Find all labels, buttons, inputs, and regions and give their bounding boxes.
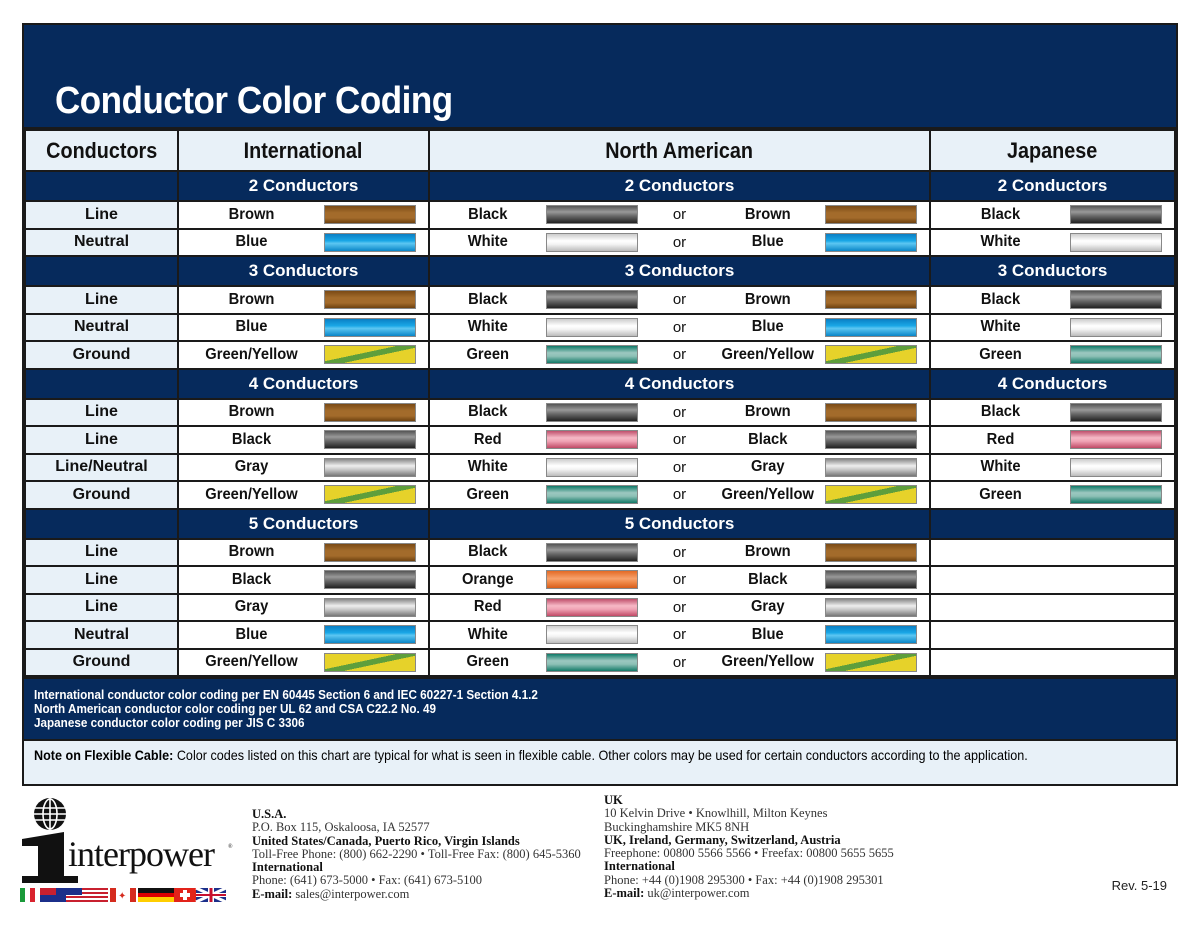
color-swatch bbox=[324, 403, 416, 422]
color-swatch bbox=[546, 205, 638, 224]
japanese-cell bbox=[930, 341, 1175, 369]
japanese-cell bbox=[930, 399, 1175, 427]
japanese-cell bbox=[930, 426, 1175, 454]
or-label: or bbox=[672, 543, 687, 561]
flexible-cable-note bbox=[24, 739, 1176, 784]
color-cell bbox=[931, 230, 1174, 256]
color-name: White bbox=[467, 233, 508, 251]
color-cell bbox=[430, 650, 929, 676]
color-cell bbox=[430, 540, 929, 566]
table-row bbox=[25, 341, 1175, 369]
color-swatch bbox=[324, 485, 416, 504]
color-name: Brown bbox=[228, 543, 275, 561]
color-swatch bbox=[324, 233, 416, 252]
color-name: Black bbox=[231, 570, 272, 588]
color-name: Blue bbox=[751, 318, 784, 336]
usa-region: United States/Canada, Puerto Rico, Virgin Islands bbox=[252, 833, 520, 848]
color-cell bbox=[179, 455, 428, 481]
or-label: or bbox=[672, 346, 687, 364]
international-cell bbox=[178, 399, 429, 427]
conductor-label: Ground bbox=[25, 481, 178, 509]
uk-intl-heading: International bbox=[604, 859, 675, 874]
international-cell bbox=[178, 341, 429, 369]
japanese-cell bbox=[930, 621, 1175, 649]
color-swatch bbox=[324, 653, 416, 672]
header-row bbox=[25, 130, 1175, 171]
color-swatch bbox=[546, 345, 638, 364]
color-name: White bbox=[980, 318, 1021, 336]
color-cell bbox=[430, 230, 929, 256]
standard-note: International conductor color coding per EN 60445 Section 6 and IEC 60227-1 Section 4.1.2 bbox=[34, 687, 538, 702]
international-cell bbox=[178, 566, 429, 594]
interpower-logo bbox=[20, 794, 235, 904]
color-name: Green/Yellow bbox=[721, 485, 814, 503]
north-american-cell bbox=[429, 201, 930, 229]
uk-contact bbox=[604, 794, 894, 900]
color-name: Brown bbox=[744, 543, 791, 561]
revision: Rev. 5-19 bbox=[1111, 878, 1167, 893]
section-label-international: 3 Conductors bbox=[178, 256, 429, 286]
color-name: Green/Yellow bbox=[721, 345, 814, 363]
svg-text:interpower: interpower bbox=[68, 834, 214, 874]
color-swatch bbox=[546, 290, 638, 309]
international-cell bbox=[178, 201, 429, 229]
japanese-cell bbox=[930, 286, 1175, 314]
color-name: Black bbox=[980, 205, 1021, 223]
color-swatch bbox=[825, 543, 917, 562]
header-north-american: North American bbox=[429, 130, 930, 171]
color-swatch bbox=[546, 233, 638, 252]
conductor-label: Neutral bbox=[25, 621, 178, 649]
section-label-north-american: 2 Conductors bbox=[429, 171, 930, 201]
color-swatch bbox=[1070, 233, 1162, 252]
color-cell bbox=[430, 567, 929, 593]
svg-text:✦: ✦ bbox=[118, 891, 127, 902]
color-name: Red bbox=[986, 430, 1015, 448]
section-label-north-american: 5 Conductors bbox=[429, 509, 930, 539]
color-swatch bbox=[546, 430, 638, 449]
color-swatch bbox=[825, 205, 917, 224]
or-label: or bbox=[672, 318, 687, 336]
standard-note: North American conductor color coding per UL 62 and CSA C22.2 No. 49 bbox=[34, 701, 437, 716]
conductor-label: Line bbox=[25, 566, 178, 594]
section-label-north-american: 4 Conductors bbox=[429, 369, 930, 399]
table-row bbox=[25, 399, 1175, 427]
color-cell bbox=[179, 400, 428, 426]
section-header-row bbox=[25, 171, 1175, 201]
usa-contact bbox=[252, 808, 581, 901]
color-swatch bbox=[1070, 290, 1162, 309]
section-label-international: 2 Conductors bbox=[178, 171, 429, 201]
color-name: Blue bbox=[235, 233, 268, 251]
color-swatch bbox=[546, 625, 638, 644]
usa-heading: U.S.A. bbox=[252, 807, 287, 821]
color-name: Green/Yellow bbox=[205, 345, 298, 363]
color-swatch bbox=[825, 290, 917, 309]
usa-intl-heading: International bbox=[252, 860, 323, 875]
table-row bbox=[25, 454, 1175, 482]
email-label: E-mail: bbox=[604, 886, 645, 901]
table-row bbox=[25, 314, 1175, 342]
color-cell bbox=[430, 287, 929, 313]
color-name: Red bbox=[473, 598, 502, 616]
japanese-cell bbox=[930, 481, 1175, 509]
table-row bbox=[25, 566, 1175, 594]
or-label: or bbox=[672, 206, 687, 224]
color-name: Brown bbox=[744, 205, 791, 223]
color-name: Red bbox=[473, 430, 502, 448]
color-name: Brown bbox=[744, 290, 791, 308]
color-name: Blue bbox=[235, 625, 268, 643]
color-cell bbox=[931, 622, 1174, 648]
color-coding-chart bbox=[22, 23, 1178, 786]
color-cell bbox=[931, 567, 1174, 593]
color-name: Black bbox=[468, 403, 508, 421]
section-label-international: 5 Conductors bbox=[178, 509, 429, 539]
north-american-cell bbox=[429, 621, 930, 649]
color-swatch bbox=[324, 598, 416, 617]
table-row bbox=[25, 481, 1175, 509]
color-cell bbox=[179, 315, 428, 341]
japanese-cell bbox=[930, 314, 1175, 342]
international-cell bbox=[178, 286, 429, 314]
color-name: Green bbox=[466, 485, 510, 503]
north-american-cell bbox=[429, 229, 930, 257]
table-row bbox=[25, 286, 1175, 314]
country-flags bbox=[20, 888, 226, 902]
color-name: Green bbox=[466, 345, 510, 363]
color-cell bbox=[430, 455, 929, 481]
header-conductors: Conductors bbox=[25, 130, 178, 171]
color-swatch bbox=[1070, 345, 1162, 364]
or-label: or bbox=[672, 403, 687, 421]
color-cell bbox=[179, 342, 428, 368]
color-swatch bbox=[825, 570, 917, 589]
color-swatch bbox=[324, 345, 416, 364]
conductor-label: Ground bbox=[25, 649, 178, 677]
color-cell bbox=[179, 427, 428, 453]
color-swatch bbox=[825, 625, 917, 644]
color-name: Blue bbox=[751, 233, 784, 251]
or-label: or bbox=[672, 233, 687, 251]
color-cell bbox=[430, 427, 929, 453]
color-name: White bbox=[467, 318, 508, 336]
color-cell bbox=[430, 400, 929, 426]
color-name: Brown bbox=[744, 403, 791, 421]
section-header-row bbox=[25, 509, 1175, 539]
footer bbox=[0, 790, 1200, 927]
color-swatch bbox=[825, 233, 917, 252]
color-cell bbox=[179, 622, 428, 648]
color-cell bbox=[931, 650, 1174, 676]
color-name: Brown bbox=[228, 205, 275, 223]
color-swatch bbox=[546, 485, 638, 504]
color-name: Green/Yellow bbox=[721, 653, 814, 671]
conductor-label: Neutral bbox=[25, 314, 178, 342]
international-cell bbox=[178, 539, 429, 567]
color-cell bbox=[179, 202, 428, 228]
color-name: White bbox=[980, 233, 1021, 251]
color-swatch bbox=[825, 430, 917, 449]
table-row bbox=[25, 649, 1175, 677]
section-blank bbox=[25, 369, 178, 399]
color-name: Black bbox=[747, 430, 787, 448]
north-american-cell bbox=[429, 426, 930, 454]
standard-note: Japanese conductor color coding per JIS C 3306 bbox=[34, 715, 305, 730]
international-cell bbox=[178, 594, 429, 622]
color-swatch bbox=[324, 318, 416, 337]
conductor-label: Line/Neutral bbox=[25, 454, 178, 482]
section-header-row bbox=[25, 256, 1175, 286]
conductor-label: Neutral bbox=[25, 229, 178, 257]
or-label: or bbox=[672, 458, 687, 476]
color-cell bbox=[931, 455, 1174, 481]
color-name: Gray bbox=[234, 598, 269, 616]
color-swatch bbox=[546, 543, 638, 562]
color-cell bbox=[179, 482, 428, 508]
section-label-japanese: 4 Conductors bbox=[930, 369, 1175, 399]
color-cell bbox=[430, 202, 929, 228]
table-row bbox=[25, 539, 1175, 567]
north-american-cell bbox=[429, 286, 930, 314]
or-label: or bbox=[672, 486, 687, 504]
color-name: Brown bbox=[228, 290, 275, 308]
color-name: Gray bbox=[234, 458, 269, 476]
standards-notes bbox=[24, 677, 1176, 739]
usa-email-link[interactable]: sales@interpower.com bbox=[292, 886, 410, 901]
color-swatch bbox=[546, 653, 638, 672]
color-cell bbox=[179, 230, 428, 256]
color-swatch bbox=[1070, 403, 1162, 422]
color-swatch bbox=[546, 598, 638, 617]
table-row bbox=[25, 594, 1175, 622]
north-american-cell bbox=[429, 539, 930, 567]
section-label-japanese bbox=[930, 509, 1175, 539]
section-header-row bbox=[25, 369, 1175, 399]
conductor-label: Line bbox=[25, 426, 178, 454]
conductor-label: Line bbox=[25, 399, 178, 427]
section-label-north-american: 3 Conductors bbox=[429, 256, 930, 286]
conductor-label: Line bbox=[25, 539, 178, 567]
color-cell bbox=[430, 595, 929, 621]
color-name: Green bbox=[979, 345, 1022, 363]
conductor-label: Line bbox=[25, 286, 178, 314]
international-cell bbox=[178, 314, 429, 342]
japanese-cell bbox=[930, 201, 1175, 229]
color-cell bbox=[430, 622, 929, 648]
color-swatch bbox=[1070, 205, 1162, 224]
or-label: or bbox=[672, 431, 687, 449]
international-cell bbox=[178, 649, 429, 677]
color-name: Green bbox=[979, 485, 1022, 503]
color-swatch bbox=[825, 598, 917, 617]
north-american-cell bbox=[429, 566, 930, 594]
or-label: or bbox=[672, 598, 687, 616]
north-american-cell bbox=[429, 314, 930, 342]
color-cell bbox=[931, 287, 1174, 313]
color-name: Blue bbox=[235, 318, 268, 336]
color-name: Black bbox=[468, 290, 508, 308]
or-label: or bbox=[672, 626, 687, 644]
color-cell bbox=[179, 650, 428, 676]
color-name: Black bbox=[468, 205, 508, 223]
table-row bbox=[25, 229, 1175, 257]
color-swatch bbox=[825, 318, 917, 337]
color-name: Brown bbox=[228, 403, 275, 421]
header-international: International bbox=[178, 130, 429, 171]
color-name: Gray bbox=[750, 458, 785, 476]
svg-text:®: ® bbox=[228, 844, 233, 850]
japanese-cell bbox=[930, 649, 1175, 677]
table-row bbox=[25, 621, 1175, 649]
title-bar bbox=[24, 25, 1176, 129]
or-label: or bbox=[672, 291, 687, 309]
international-cell bbox=[178, 481, 429, 509]
note-label: Note on Flexible Cable: bbox=[34, 747, 174, 763]
color-cell bbox=[179, 595, 428, 621]
color-cell bbox=[430, 342, 929, 368]
color-cell bbox=[931, 315, 1174, 341]
color-name: Black bbox=[468, 543, 508, 561]
international-cell bbox=[178, 229, 429, 257]
uk-region: UK, Ireland, Germany, Switzerland, Austria bbox=[604, 832, 841, 847]
japanese-cell bbox=[930, 594, 1175, 622]
color-name: Green/Yellow bbox=[205, 485, 298, 503]
color-swatch bbox=[1070, 318, 1162, 337]
color-name: Orange bbox=[461, 570, 514, 588]
color-cell bbox=[931, 540, 1174, 566]
color-name: Black bbox=[231, 430, 272, 448]
email-label: E-mail: bbox=[252, 886, 293, 901]
japanese-cell bbox=[930, 229, 1175, 257]
color-swatch bbox=[324, 430, 416, 449]
color-swatch bbox=[546, 458, 638, 477]
color-swatch bbox=[546, 570, 638, 589]
section-label-japanese: 3 Conductors bbox=[930, 256, 1175, 286]
color-swatch bbox=[546, 403, 638, 422]
color-cell bbox=[430, 315, 929, 341]
section-blank bbox=[25, 256, 178, 286]
japanese-cell bbox=[930, 454, 1175, 482]
color-name: White bbox=[467, 625, 508, 643]
color-name: White bbox=[980, 458, 1021, 476]
color-swatch bbox=[1070, 430, 1162, 449]
section-label-international: 4 Conductors bbox=[178, 369, 429, 399]
color-cell bbox=[931, 400, 1174, 426]
section-label-japanese: 2 Conductors bbox=[930, 171, 1175, 201]
international-cell bbox=[178, 426, 429, 454]
conductor-label: Line bbox=[25, 594, 178, 622]
conductor-label: Ground bbox=[25, 341, 178, 369]
section-blank bbox=[25, 509, 178, 539]
color-cell bbox=[430, 482, 929, 508]
page-title: Conductor Color Coding bbox=[55, 80, 453, 122]
uk-address: Buckinghamshire MK5 8NH bbox=[604, 819, 750, 834]
color-swatch bbox=[825, 458, 917, 477]
color-name: Black bbox=[980, 403, 1021, 421]
color-swatch bbox=[825, 345, 917, 364]
north-american-cell bbox=[429, 594, 930, 622]
north-american-cell bbox=[429, 454, 930, 482]
japanese-cell bbox=[930, 566, 1175, 594]
uk-intl-phone: Phone: +44 (0)1908 295300 • Fax: +44 (0)1908 295301 bbox=[604, 872, 884, 887]
color-swatch bbox=[1070, 485, 1162, 504]
color-cell bbox=[931, 595, 1174, 621]
color-cell bbox=[179, 540, 428, 566]
header-japanese: Japanese bbox=[930, 130, 1175, 171]
or-label: or bbox=[672, 653, 687, 671]
uk-freephone: Freephone: 00800 5566 5566 • Freefax: 00800 5655 5655 bbox=[604, 846, 894, 861]
north-american-cell bbox=[429, 481, 930, 509]
color-name: White bbox=[467, 458, 508, 476]
color-name: Blue bbox=[751, 625, 784, 643]
color-name: Green/Yellow bbox=[205, 653, 298, 671]
color-swatch bbox=[324, 290, 416, 309]
color-cell bbox=[179, 567, 428, 593]
color-swatch bbox=[324, 205, 416, 224]
color-swatch bbox=[324, 625, 416, 644]
color-swatch bbox=[324, 458, 416, 477]
color-cell bbox=[179, 287, 428, 313]
uk-email-link[interactable]: uk@interpower.com bbox=[644, 886, 750, 901]
north-american-cell bbox=[429, 649, 930, 677]
color-table bbox=[24, 129, 1176, 677]
color-cell bbox=[931, 202, 1174, 228]
japanese-cell bbox=[930, 539, 1175, 567]
or-label: or bbox=[672, 571, 687, 589]
color-name: Black bbox=[980, 290, 1021, 308]
international-cell bbox=[178, 454, 429, 482]
usa-intl-phone: Phone: (641) 673-5000 • Fax: (641) 673-5100 bbox=[252, 873, 483, 888]
usa-address: P.O. Box 115, Oskaloosa, IA 52577 bbox=[252, 820, 430, 835]
color-swatch bbox=[825, 403, 917, 422]
globe-icon bbox=[34, 798, 66, 830]
north-american-cell bbox=[429, 399, 930, 427]
section-blank bbox=[25, 171, 178, 201]
color-cell bbox=[931, 482, 1174, 508]
color-swatch bbox=[825, 485, 917, 504]
conductor-label: Line bbox=[25, 201, 178, 229]
color-cell bbox=[931, 342, 1174, 368]
international-cell bbox=[178, 621, 429, 649]
color-swatch bbox=[825, 653, 917, 672]
table-row bbox=[25, 201, 1175, 229]
note-text: Color codes listed on this chart are typical for what is seen in flexible cable. Other colors may be used for certain conductors according to the application. bbox=[173, 747, 1028, 763]
uk-address: 10 Kelvin Drive • Knowlhill, Milton Keynes bbox=[604, 806, 828, 821]
color-name: Black bbox=[747, 570, 787, 588]
color-name: Green bbox=[466, 653, 510, 671]
color-cell bbox=[931, 427, 1174, 453]
north-american-cell bbox=[429, 341, 930, 369]
color-name: Gray bbox=[750, 598, 785, 616]
usa-tollfree: Toll-Free Phone: (800) 662-2290 • Toll-Free Fax: (800) 645-5360 bbox=[252, 846, 581, 861]
color-swatch bbox=[1070, 458, 1162, 477]
color-swatch bbox=[324, 543, 416, 562]
color-swatch bbox=[546, 318, 638, 337]
uk-heading: UK bbox=[604, 793, 623, 807]
color-swatch bbox=[324, 570, 416, 589]
table-row bbox=[25, 426, 1175, 454]
